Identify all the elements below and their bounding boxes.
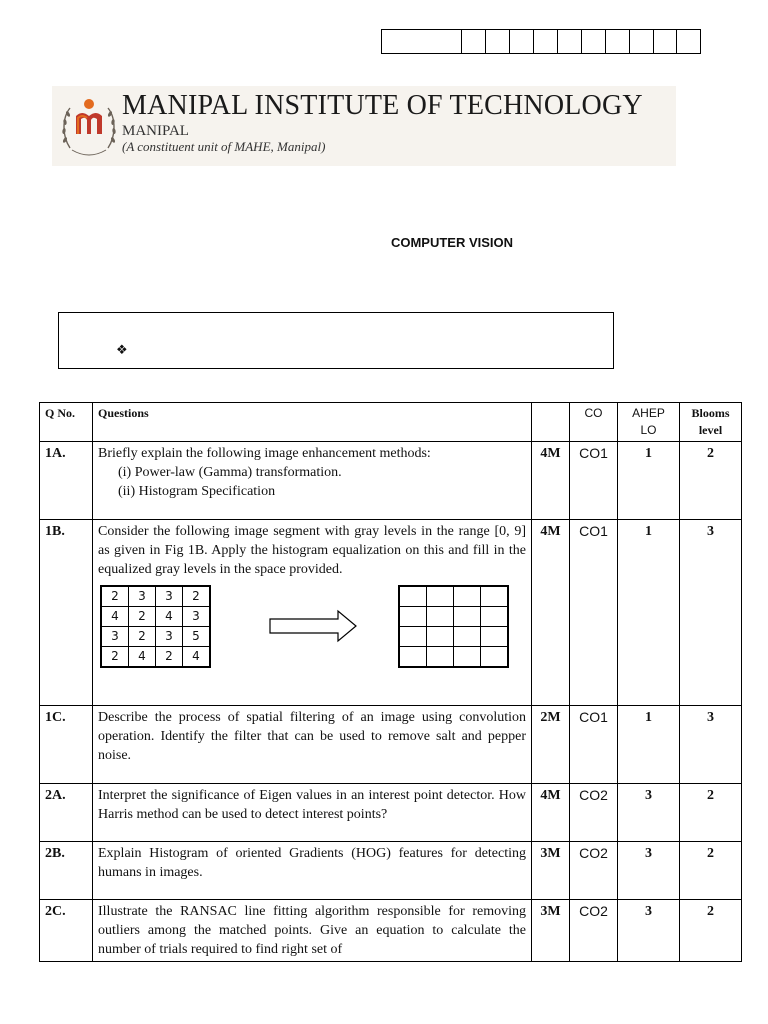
course-outcome: CO1 (570, 520, 618, 706)
ahep-lo: 1 (618, 442, 680, 520)
question-text (93, 520, 532, 706)
grid-cell: 3 (183, 607, 211, 627)
reg-box (605, 30, 629, 53)
grid-cell: 2 (156, 647, 183, 668)
table-row (40, 784, 742, 842)
course-outcome: CO1 (570, 442, 618, 520)
grid-cell: 5 (183, 627, 211, 647)
question-subitem: (ii) Histogram Specification (118, 484, 276, 499)
question-number: 1C. (40, 706, 93, 784)
reg-box (461, 30, 485, 53)
blank-cell[interactable] (481, 607, 509, 627)
blank-cell[interactable] (454, 647, 481, 668)
grid-cell: 2 (129, 607, 156, 627)
grid-cell: 4 (183, 647, 211, 668)
marks: 4M (532, 784, 570, 842)
reg-box (629, 30, 653, 53)
ahep-lo: 3 (618, 784, 680, 842)
reg-box (676, 30, 700, 53)
blank-answer-grid (398, 585, 509, 668)
question-text: Explain Histogram of oriented Gradients (HOG) features for detecting humans in images. (93, 842, 532, 900)
blank-cell[interactable] (481, 586, 509, 607)
question-stem: Consider the following image segment with gray levels in the range [0, 9] as given in Fig 1B. Apply the histogram equalization on this and fill in the equalized gray levels in the space provided. (98, 524, 526, 577)
grid-cell: 3 (129, 586, 156, 607)
ahep-lo: 1 (618, 520, 680, 706)
question-number: 2A. (40, 784, 93, 842)
manipal-logo-icon (58, 90, 120, 162)
header-qno: Q No. (40, 403, 93, 442)
grid-cell: 2 (183, 586, 211, 607)
table-row (40, 520, 742, 706)
blank-cell[interactable] (427, 647, 454, 668)
grid-cell: 2 (129, 627, 156, 647)
blooms-level: 3 (680, 706, 742, 784)
header-ahep-line1: AHEP (632, 406, 665, 420)
blank-cell[interactable] (427, 607, 454, 627)
reg-box (653, 30, 676, 53)
course-outcome: CO2 (570, 784, 618, 842)
question-text: Interpret the significance of Eigen values in an interest point detector. How Harris method can be used to detect interest points? (93, 784, 532, 842)
ahep-lo: 3 (618, 900, 680, 962)
question-stem: Briefly explain the following image enhancement methods: (98, 446, 431, 461)
header-marks (532, 403, 570, 442)
reg-box (533, 30, 557, 53)
reg-box (557, 30, 581, 53)
question-number: 1B. (40, 520, 93, 706)
grid-cell: 3 (101, 627, 129, 647)
blooms-level: 3 (680, 520, 742, 706)
header-co: CO (570, 403, 618, 442)
question-number: 2B. (40, 842, 93, 900)
grid-cell: 3 (156, 627, 183, 647)
reg-box (581, 30, 605, 53)
grid-cell: 4 (129, 647, 156, 668)
grid-cell: 4 (101, 607, 129, 627)
gray-level-grid (100, 585, 211, 668)
blank-cell[interactable] (399, 647, 427, 668)
table-row (40, 706, 742, 784)
header-blooms-line2: level (698, 423, 723, 437)
blank-cell[interactable] (454, 607, 481, 627)
institute-header (52, 86, 676, 166)
blank-cell[interactable] (399, 627, 427, 647)
blank-cell[interactable] (481, 627, 509, 647)
header-blooms-level (680, 403, 742, 442)
blooms-level: 2 (680, 900, 742, 962)
institute-subtitle: (A constituent unit of MAHE, Manipal) (122, 139, 326, 154)
question-text: Illustrate the RANSAC line fitting algorithm responsible for removing outliers among the matched points. Give an equation to calculate the number of trials required to find right set of (93, 900, 532, 962)
blank-cell[interactable] (454, 627, 481, 647)
ahep-lo: 3 (618, 842, 680, 900)
marks: 3M (532, 900, 570, 962)
blooms-level: 2 (680, 442, 742, 520)
marks: 4M (532, 442, 570, 520)
blooms-level: 2 (680, 842, 742, 900)
blank-cell[interactable] (481, 647, 509, 668)
right-arrow-icon (268, 609, 360, 643)
marks: 2M (532, 706, 570, 784)
table-row (40, 842, 742, 900)
course-title-text: COMPUTER VISION (390, 235, 514, 250)
blank-cell[interactable] (454, 586, 481, 607)
header-blooms-line1: Blooms (691, 406, 730, 420)
blank-cell[interactable] (427, 627, 454, 647)
header-questions: Questions (93, 403, 532, 442)
course-outcome: CO2 (570, 900, 618, 962)
table-header-row (40, 403, 742, 442)
header-ahep-line2: LO (640, 423, 657, 437)
marks: 3M (532, 842, 570, 900)
question-text (93, 442, 532, 520)
grid-cell: 2 (101, 647, 129, 668)
table-row (40, 442, 742, 520)
registration-number-boxes (381, 29, 701, 54)
institute-name: MANIPAL INSTITUTE OF TECHNOLOGY (122, 90, 643, 121)
blank-cell[interactable] (399, 586, 427, 607)
question-number: 2C. (40, 900, 93, 962)
question-table (39, 402, 742, 962)
reg-box (485, 30, 509, 53)
ahep-lo: 1 (618, 706, 680, 784)
blank-cell[interactable] (427, 586, 454, 607)
diamond-bullet-icon: ❖ (116, 343, 128, 358)
grid-cell: 3 (156, 586, 183, 607)
reg-box (382, 30, 461, 53)
course-outcome: CO2 (570, 842, 618, 900)
header-ahep-lo (618, 403, 680, 442)
question-subitem: (i) Power-law (Gamma) transformation. (118, 465, 342, 480)
grid-cell: 4 (156, 607, 183, 627)
table-row (40, 900, 742, 962)
institute-city: MANIPAL (122, 123, 189, 139)
reg-box (509, 30, 533, 53)
question-number: 1A. (40, 442, 93, 520)
course-outcome: CO1 (570, 706, 618, 784)
course-title (0, 235, 768, 250)
grid-cell: 2 (101, 586, 129, 607)
question-text: Describe the process of spatial filtering of an image using convolution operation. Identify the filter that can be used to remove salt and pepper noise. (93, 706, 532, 784)
marks: 4M (532, 520, 570, 706)
instructions-box (58, 312, 614, 369)
figure-1b (98, 585, 526, 703)
blank-cell[interactable] (399, 607, 427, 627)
blooms-level: 2 (680, 784, 742, 842)
